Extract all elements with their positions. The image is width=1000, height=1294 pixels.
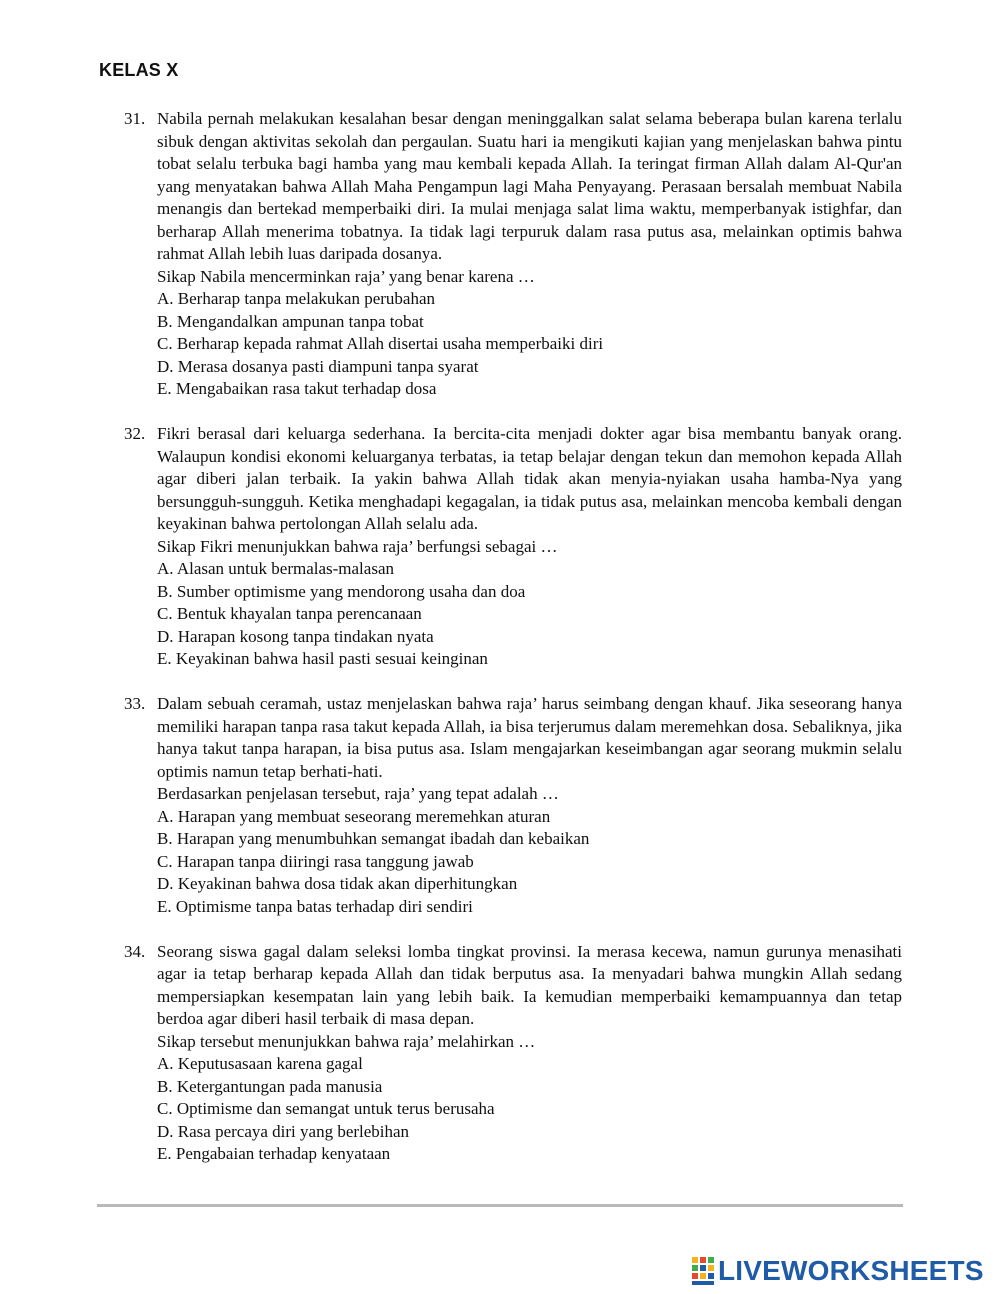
question-prompt: Sikap Nabila mencerminkan raja’ yang benar karena … xyxy=(157,266,535,286)
question-32 xyxy=(124,423,902,671)
question-34 xyxy=(124,941,902,1166)
liveworksheets-brand[interactable] xyxy=(692,1254,984,1288)
question-prompt: Berdasarkan penjelasan tersebut, raja’ yang tepat adalah … xyxy=(157,784,559,803)
option-c: C. Harapan tanpa diiringi rasa tanggung jawab xyxy=(157,851,474,871)
answer-options xyxy=(157,806,902,919)
option-c: C. Optimisme dan semangat untuk terus berusaha xyxy=(157,1099,495,1118)
liveworksheets-logo-icon xyxy=(692,1257,714,1285)
option-e: E. Pengabaian terhadap kenyataan xyxy=(157,1144,391,1163)
question-text: Dalam sebuah ceramah, ustaz menjelaskan bahwa raja’ harus seimbang dengan khauf. Jika seseorang hanya memiliki harapan tanpa rasa takut kepada Allah, ia bisa terjerumus dalam meremehkan dosa. Sebaliknya, jika hanya takut tanpa harapan, ia bisa putus asa. Islam mengajarkan keseimbangan agar seorang mukmin selalu optimis namun tetap berhati-hati. xyxy=(157,694,902,781)
option-d: D. Rasa percaya diri yang berlebihan xyxy=(157,1121,410,1141)
question-text: Seorang siswa gagal dalam seleksi lomba tingkat provinsi. Ia merasa kecewa, namun gurunya menasihati agar ia tetap berharap kepada Allah dan tidak berputus asa. Ia menyadari bahwa mungkin Allah sedang mempersiapkan kesempatan lain yang lebih baik. Ia kemudian memperbaiki kemampuannya dan tetap berdoa agar diberi hasil terbaik di masa depan. xyxy=(157,941,902,1028)
question-text: Fikri berasal dari keluarga sederhana. Ia bercita-cita menjadi dokter agar bisa membantu banyak orang. Walaupun kondisi ekonomi keluarganya terbatas, ia tetap belajar dengan tekun dan memohon kepada Allah agar diberi jalan terbaik. Ia yakin bahwa Allah tidak akan menyia-nyiakan usaha hamba-Nya yang bersungguh-sungguh. Ketika menghadapi kegagalan, ia tidak putus asa, melainkan mencoba kembali dengan keyakinan bahwa pertolongan Allah selalu ada. xyxy=(157,424,902,533)
answer-options xyxy=(157,558,902,671)
question-number: 31. xyxy=(124,109,146,128)
question-prompt: Sikap tersebut menunjukkan bahwa raja’ melahirkan … xyxy=(157,1031,536,1051)
option-d: D. Merasa dosanya pasti diampuni tanpa syarat xyxy=(157,356,479,376)
question-number: 32. xyxy=(124,424,146,443)
option-a: A. Alasan untuk bermalas-malasan xyxy=(157,559,394,578)
option-d: D. Harapan kosong tanpa tindakan nyata xyxy=(157,626,434,646)
page-title: KELAS X xyxy=(99,60,179,80)
question-number: 33. xyxy=(124,694,146,713)
option-b: B. Ketergantungan pada manusia xyxy=(157,1076,383,1096)
question-body xyxy=(157,693,902,918)
option-b: B. Mengandalkan ampunan tanpa tobat xyxy=(157,311,424,331)
option-a: A. Keputusasaan karena gagal xyxy=(157,1054,363,1073)
question-list xyxy=(124,108,902,1188)
option-a: A. Harapan yang membuat seseorang meremehkan aturan xyxy=(157,806,551,826)
question-prompt: Sikap Fikri menunjukkan bahwa raja’ berfungsi sebagai … xyxy=(157,536,558,556)
question-body xyxy=(157,108,902,401)
option-e: E. Mengabaikan rasa takut terhadap dosa xyxy=(157,379,437,398)
question-33 xyxy=(124,693,902,918)
option-b: B. Harapan yang menumbuhkan semangat ibadah dan kebaikan xyxy=(157,829,590,848)
option-e: E. Optimisme tanpa batas terhadap diri sendiri xyxy=(157,896,473,916)
option-c: C. Berharap kepada rahmat Allah disertai usaha memperbaiki diri xyxy=(157,334,604,353)
question-text: Nabila pernah melakukan kesalahan besar dengan meninggalkan salat selama beberapa bulan karena terlalu sibuk dengan aktivitas sekolah dan pergaulan. Suatu hari ia mengikuti kajian yang menjelaskan bahwa pintu tobat selalu terbuka bagi hamba yang mau kembali kepada Allah. Ia teringat firman Allah dalam Al-Qur'an yang menyatakan bahwa Allah Maha Pengampun lagi Maha Penyayang. Perasaan bersalah membuat Nabila menangis dan bertekad memperbaiki diri. Ia mulai menjaga salat lima waktu, memperbanyak istighfar, dan berharap Allah menerima tobatnya. Ia tidak lagi terpuruk dalam rasa putus asa, melainkan optimis bahwa rahmat Allah lebih luas daripada dosanya. xyxy=(157,109,902,263)
brand-name: LIVEWORKSHEETS xyxy=(718,1255,984,1286)
answer-options xyxy=(157,1053,902,1166)
option-d: D. Keyakinan bahwa dosa tidak akan diperhitungkan xyxy=(157,874,518,893)
option-e: E. Keyakinan bahwa hasil pasti sesuai keinginan xyxy=(157,649,488,668)
footer-divider xyxy=(97,1204,903,1207)
question-number: 34. xyxy=(124,941,146,961)
question-31 xyxy=(124,108,902,401)
option-b: B. Sumber optimisme yang mendorong usaha dan doa xyxy=(157,581,526,601)
question-body xyxy=(157,423,902,671)
answer-options xyxy=(157,288,902,401)
option-c: C. Bentuk khayalan tanpa perencanaan xyxy=(157,604,422,623)
option-a: A. Berharap tanpa melakukan perubahan xyxy=(157,289,436,308)
question-body xyxy=(157,941,902,1166)
